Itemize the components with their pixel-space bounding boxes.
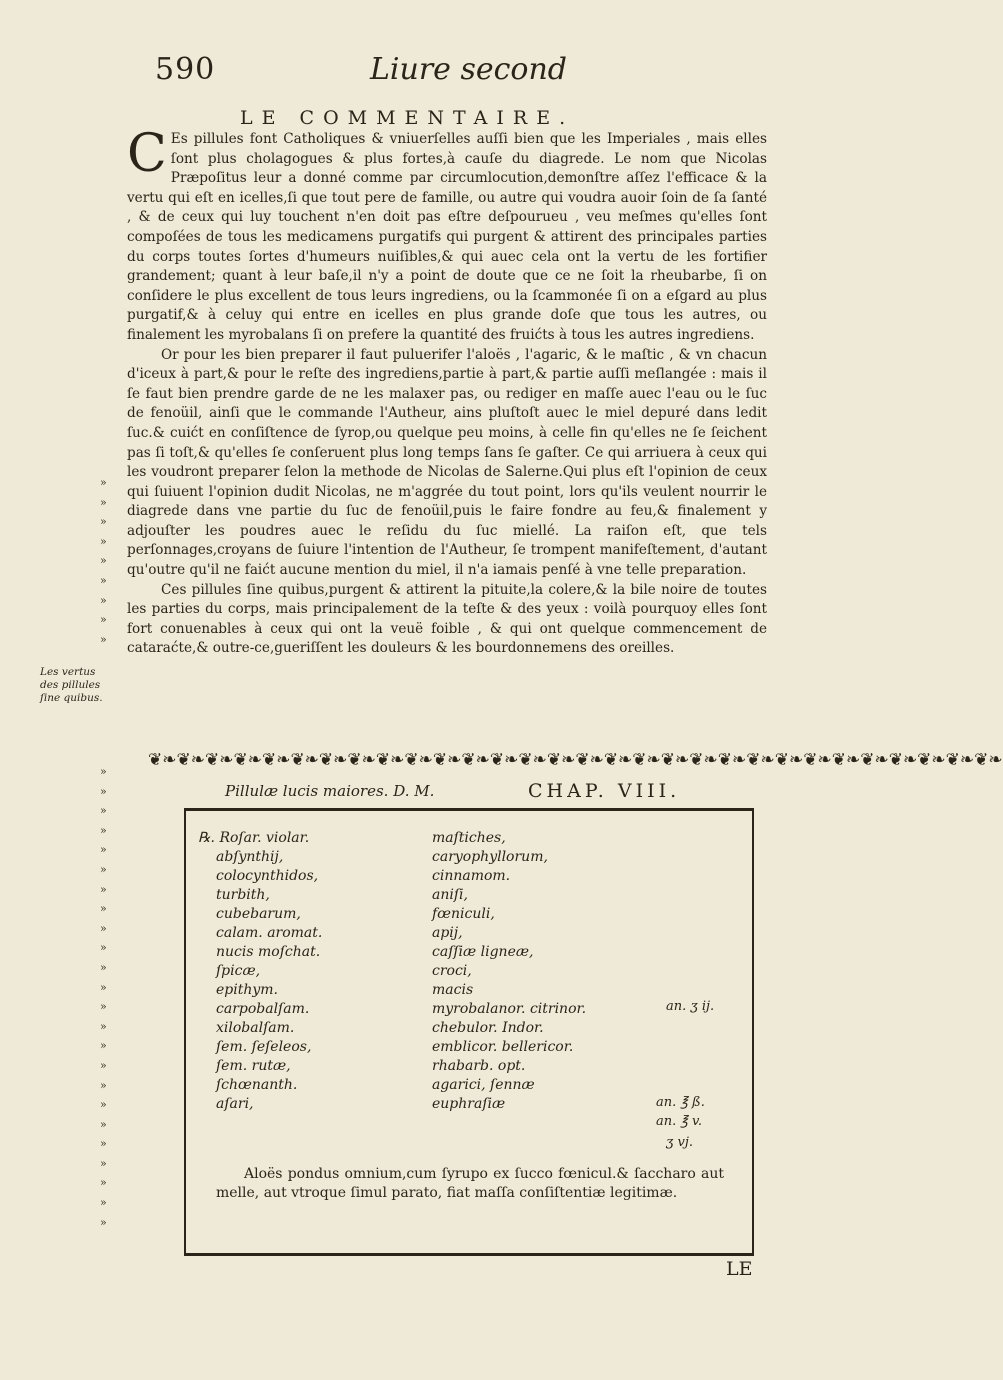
- ingredient: emblicor. bellericor.: [432, 1039, 574, 1055]
- recipe-title: Pillulæ lucis maiores. D. M.: [225, 782, 435, 800]
- ingredient: rhabarb. opt.: [432, 1058, 526, 1074]
- quotation-marks-lower: » » » » » » » » » » » » » » » » » » » » » » » »: [100, 765, 107, 1229]
- ingredient: ſpicæ,: [216, 963, 261, 979]
- ingredient: colocynthidos,: [216, 868, 319, 884]
- ingredient: xilobalſam.: [216, 1020, 295, 1036]
- ingredient: chebulor. Indor.: [432, 1020, 544, 1036]
- ingredient: abſynthij,: [216, 849, 284, 865]
- dose-label: an. ʒ ij.: [666, 999, 715, 1014]
- dose-label: an. ℥ ß.: [656, 1095, 705, 1110]
- ingredient: cubebarum,: [216, 906, 301, 922]
- ingredient: apij,: [432, 925, 463, 941]
- page-number: 590: [155, 52, 216, 87]
- ingredient: caſſiæ ligneæ,: [432, 944, 534, 960]
- chapter-label: CHAP. VIII.: [528, 780, 681, 802]
- ingredients-middle-column: [432, 829, 586, 1114]
- ingredient: myrobalanor. citrinor.: [432, 1001, 587, 1017]
- commentary-text: [127, 124, 767, 659]
- commentary-paragraph-1: C Es pillules font Catholiques & vniuerſelles auſſi bien que les Imperiales , mais elles ſont plus cholagogues & plus fortes,à cauſe du diagrede. Le nom que Nicolas Præpoſitus leur a donné comme par circumlocution,demonſtre aſſez l'efficace & la vertu qui eſt en icelles,ſi que tout pere de famille, ou autre qui voudra auoir ſoin de ſa ſanté , & de ceux qui luy touchent n'en doit pas eſtre deſpourueu , veu meſmes qu'elles ſont compoſées de tous les medicamens purgatifs qui purgent & attirent des principales parties du corps toutes ſortes d'humeurs nuiſibles,& qui auec cela ont la vertu de les fortifier grandement; quant à leur baſe,il n'y a point de doute que ce ne ſoit la rheubarbe, ſi on conſidere le plus excellent de tous leurs ingrediens, ou la ſcammonée ſi on a eſgard au plus purgatif,& à celuy qui entre en icelles en plus grande doſe que tous les autres, ou finalement les myrobalans ſi on prefere la quantité des fruićts à tous les autres ingrediens.: [127, 124, 767, 343]
- ingredient: turbith,: [216, 887, 270, 903]
- ingredient: agarici, ſennæ: [432, 1077, 535, 1093]
- ingredient: ſem. ſeſeleos,: [216, 1039, 312, 1055]
- commentary-paragraph-2: Or pour les bien preparer il faut puluerifer l'aloës , l'agaric, & le maſtic , & vn chacun d'iceux à part,& pour le reſte des ingrediens,partie à part,& partie auſſi meſlangée : mais il ſe faut bien prendre garde de ne les malaxer pas, ou rediger en maſſe auec l'eau ou le ſuc de fenoüil, ainſi que le commande l'Autheur, ains pluſtoſt auec le miel depuré dans ledit ſuc.& cuićt en conſiſtence de ſyrop,ou quelque peu moins, à celle fin qu'elles ne ſe ſeichent pas ſi toſt,& qu'elles ſe conſeruent plus long temps ſans ſe gaſter. Ce qui arriuera à ceux qui les voudront preparer ſelon la methode de Nicolas de Salerne.Qui plus eſt l'opinion de ceux qui ſuiuent l'opinion dudit Nicolas, ne m'aggrée du tout point, lors qu'ils veulent nourrir le diagrede dans vne partie du ſuc de fenoüil,puis le faire fondre au feu,& finalement y adjouſter les poudres auec le reſidu du ſuc miellé. La raiſon eſt, que tels perſonnages,croyans de ſuiure l'intention de l'Autheur, ſe trompent manifeſtement, d'autant qu'outre qu'il ne faićt aucune mention du miel, il n'a iamais penſé à vne telle preparation.: [127, 346, 767, 579]
- ingredient: carpobalſam.: [216, 1001, 310, 1017]
- running-title: Liure second: [370, 52, 568, 87]
- drop-cap: C: [127, 124, 167, 184]
- recipe-box: [184, 808, 754, 1256]
- ingredient: maſtiches,: [432, 830, 506, 846]
- ingredient: fœniculi,: [432, 906, 495, 922]
- ingredient: ſchœnanth.: [216, 1077, 298, 1093]
- quotation-marks-upper: » » » » » » » » »: [100, 476, 107, 646]
- ingredient: euphraſiæ: [432, 1096, 506, 1112]
- ingredients-left-column: [198, 829, 322, 1114]
- commentary-paragraph-3: Ces pillules ſine quibus,purgent & attirent la pituite,la colere,& la bile noire de toutes les parties du corps, mais principalement de la teſte & des yeux : voilà pourquoy elles ſont fort conuenables à ceux qui ont la veuë foible , & qui ont quelque commencement de cataraćte,& outre-ce,gueriſſent les douleurs & les bourdonnemens des oreilles.: [127, 581, 767, 657]
- ingredient: ſem. rutæ,: [216, 1058, 291, 1074]
- recipe-closing-text: Aloës pondus omnium,cum ſyrupo ex ſucco fœnicul.& ſaccharo aut melle, aut vtroque ſimul parato, fiat maſſa conſiſtentiæ legitimæ.: [216, 1166, 724, 1201]
- dose-label: ʒ vj.: [666, 1135, 693, 1150]
- ingredient: macis: [432, 982, 474, 998]
- ingredient: aniſi,: [432, 887, 468, 903]
- ingredient: caryophyllorum,: [432, 849, 548, 865]
- page-header: [150, 52, 750, 96]
- ingredient: cinnamom.: [432, 868, 511, 884]
- ingredient: aſari,: [216, 1096, 254, 1112]
- section-title: LE COMMENTAIRE.: [240, 107, 575, 129]
- ingredient: nucis moſchat.: [216, 944, 321, 960]
- ingredient: ℞. Roſar. violar.: [198, 830, 310, 846]
- catchword: LE: [726, 1258, 753, 1280]
- dose-label: an. ℥ v.: [656, 1114, 702, 1129]
- margin-note: Les vertus des pillules ſine quibus.: [40, 666, 103, 704]
- ingredient: epithym.: [216, 982, 279, 998]
- decorative-ornament-band: ❦❧❦❧❦❧❦❧❦❧❦❧❦❧❦❧❦❧❦❧❦❧❦❧❦❧❦❧❦❧❦❧❦❧❦❧❦❧❦❧❦❧❦❧❦❧❦❧❦❧❦❧❦❧❦❧❦❧❦❧: [148, 750, 1003, 770]
- ingredient: calam. aromat.: [216, 925, 323, 941]
- ingredient: croci,: [432, 963, 472, 979]
